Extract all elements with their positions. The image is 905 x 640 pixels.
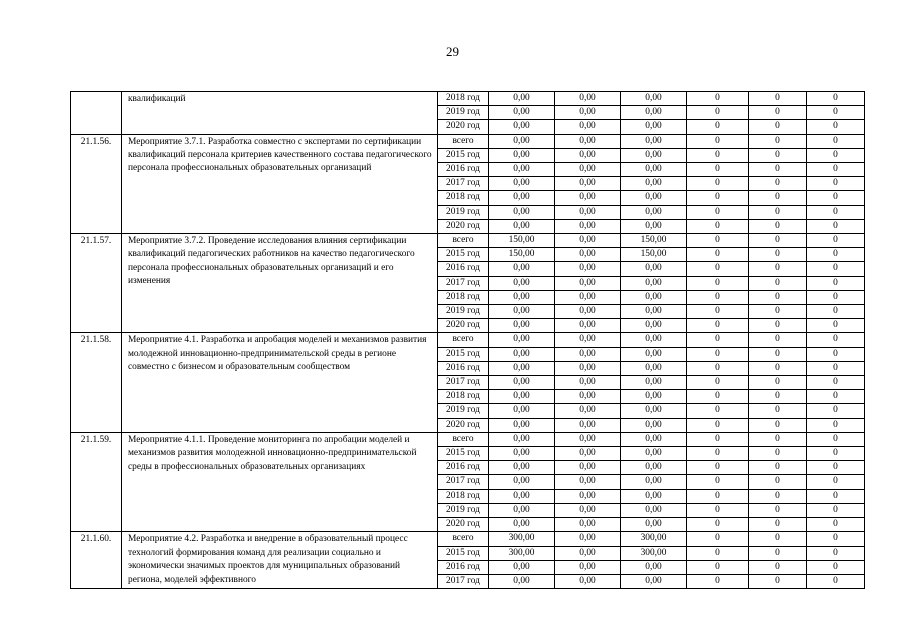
activity-code: 21.1.60. (71, 532, 122, 589)
value-cell: 0,00 (621, 148, 687, 162)
year-cell: 2020 год (438, 518, 489, 532)
value-cell: 0,00 (621, 503, 687, 517)
value-cell: 0 (687, 546, 749, 560)
value-cell: 0 (687, 461, 749, 475)
value-cell: 0 (749, 361, 807, 375)
value-cell: 0 (807, 347, 865, 361)
value-cell: 0,00 (489, 262, 555, 276)
value-cell: 0,00 (621, 361, 687, 375)
value-cell: 0 (687, 574, 749, 588)
value-cell: 0 (749, 290, 807, 304)
activity-description: Мероприятие 4.1. Разработка и апробация моделей и механизмов развития молодежной инновационно-предпринимательской среды в регионе совместно с бизнесом и образовательным сообществом (122, 333, 438, 432)
value-cell: 0 (687, 248, 749, 262)
activity-code: 21.1.58. (71, 333, 122, 432)
year-cell: 2016 год (438, 361, 489, 375)
year-cell: 2015 год (438, 248, 489, 262)
table-row (71, 333, 865, 347)
value-cell: 0 (807, 546, 865, 560)
value-cell: 0,00 (621, 120, 687, 134)
year-cell: 2019 год (438, 305, 489, 319)
value-cell: 0,00 (489, 177, 555, 191)
value-cell: 0,00 (621, 518, 687, 532)
value-cell: 0 (807, 120, 865, 134)
value-cell: 0 (687, 305, 749, 319)
value-cell: 0 (749, 574, 807, 588)
activity-code: 21.1.57. (71, 234, 122, 333)
value-cell: 0,00 (621, 177, 687, 191)
year-cell: 2015 год (438, 148, 489, 162)
value-cell: 0,00 (555, 361, 621, 375)
year-cell: 2015 год (438, 447, 489, 461)
year-cell: 2017 год (438, 475, 489, 489)
value-cell: 0 (687, 475, 749, 489)
value-cell: 0,00 (621, 106, 687, 120)
value-cell: 0 (749, 120, 807, 134)
value-cell: 0 (687, 390, 749, 404)
year-cell: 2017 год (438, 276, 489, 290)
value-cell: 0,00 (555, 574, 621, 588)
year-cell: 2020 год (438, 319, 489, 333)
value-cell: 0,00 (621, 404, 687, 418)
value-cell: 0 (687, 532, 749, 546)
year-cell: 2018 год (438, 191, 489, 205)
year-cell: 2019 год (438, 404, 489, 418)
value-cell: 0,00 (555, 532, 621, 546)
value-cell: 0 (749, 333, 807, 347)
value-cell: 0 (749, 560, 807, 574)
value-cell: 0,00 (621, 489, 687, 503)
value-cell: 0 (749, 376, 807, 390)
value-cell: 0,00 (555, 418, 621, 432)
value-cell: 0,00 (555, 404, 621, 418)
value-cell: 0 (687, 134, 749, 148)
activity-code (71, 92, 122, 135)
value-cell: 300,00 (621, 532, 687, 546)
value-cell: 0,00 (555, 234, 621, 248)
value-cell: 0,00 (621, 418, 687, 432)
value-cell: 0 (807, 418, 865, 432)
value-cell: 0 (749, 163, 807, 177)
value-cell: 0 (749, 432, 807, 446)
value-cell: 0,00 (555, 205, 621, 219)
value-cell: 0,00 (555, 333, 621, 347)
year-cell: 2015 год (438, 546, 489, 560)
year-cell: 2018 год (438, 290, 489, 304)
value-cell: 0,00 (555, 148, 621, 162)
value-cell: 0 (749, 205, 807, 219)
value-cell: 0 (807, 177, 865, 191)
value-cell: 0,00 (621, 376, 687, 390)
value-cell: 0 (687, 148, 749, 162)
value-cell: 0 (687, 560, 749, 574)
value-cell: 0 (807, 163, 865, 177)
value-cell: 300,00 (621, 546, 687, 560)
activity-description: Мероприятие 4.1.1. Проведение мониторинга по апробации моделей и механизмов развития молодежной инновационно-предпринимательской среды в профессиональных образовательных организациях (122, 432, 438, 531)
value-cell: 0,00 (621, 347, 687, 361)
value-cell: 0,00 (489, 191, 555, 205)
value-cell: 0 (749, 219, 807, 233)
value-cell: 0 (749, 177, 807, 191)
page-number: 29 (446, 44, 459, 59)
activity-description: Мероприятие 3.7.1. Разработка совместно с экспертами по сертификации квалификаций персонала критериев качественного состава педагогического персонала профессиональных образовательных организаций (122, 134, 438, 233)
value-cell: 0 (749, 262, 807, 276)
value-cell: 0 (807, 262, 865, 276)
activity-code: 21.1.59. (71, 432, 122, 531)
value-cell: 0,00 (489, 106, 555, 120)
value-cell: 0 (807, 475, 865, 489)
value-cell: 0,00 (621, 219, 687, 233)
value-cell: 0 (807, 560, 865, 574)
value-cell: 0 (687, 120, 749, 134)
value-cell: 0 (807, 432, 865, 446)
year-cell: всего (438, 432, 489, 446)
budget-table (70, 91, 865, 589)
value-cell: 0 (687, 489, 749, 503)
value-cell: 0 (749, 503, 807, 517)
value-cell: 0,00 (489, 404, 555, 418)
value-cell: 0,00 (555, 177, 621, 191)
value-cell: 0,00 (621, 390, 687, 404)
value-cell: 0 (687, 290, 749, 304)
value-cell: 0 (807, 134, 865, 148)
value-cell: 300,00 (489, 532, 555, 546)
value-cell: 0 (749, 347, 807, 361)
value-cell: 0,00 (621, 432, 687, 446)
value-cell: 300,00 (489, 546, 555, 560)
value-cell: 0 (749, 461, 807, 475)
value-cell: 0,00 (555, 347, 621, 361)
value-cell: 0 (687, 404, 749, 418)
value-cell: 0 (687, 432, 749, 446)
year-cell: всего (438, 532, 489, 546)
value-cell: 0,00 (489, 333, 555, 347)
value-cell: 0,00 (489, 120, 555, 134)
value-cell: 0,00 (489, 560, 555, 574)
value-cell: 0 (749, 489, 807, 503)
value-cell: 0 (749, 276, 807, 290)
value-cell: 0 (807, 148, 865, 162)
value-cell: 0 (749, 148, 807, 162)
value-cell: 0,00 (621, 290, 687, 304)
value-cell: 0 (687, 219, 749, 233)
value-cell: 0 (749, 92, 807, 106)
value-cell: 0,00 (489, 390, 555, 404)
activity-description: Мероприятие 3.7.2. Проведение исследования влияния сертификации квалификаций педагогических работников на качество педагогического персонала профессиональных образовательных организаций и его изменения (122, 234, 438, 333)
value-cell: 0,00 (555, 447, 621, 461)
year-cell: 2018 год (438, 489, 489, 503)
value-cell: 0 (749, 248, 807, 262)
year-cell: 2017 год (438, 177, 489, 191)
table-row (71, 234, 865, 248)
value-cell: 0 (807, 234, 865, 248)
year-cell: всего (438, 134, 489, 148)
year-cell: 2018 год (438, 390, 489, 404)
value-cell: 0 (807, 290, 865, 304)
year-cell: 2020 год (438, 219, 489, 233)
value-cell: 150,00 (621, 248, 687, 262)
year-cell: всего (438, 333, 489, 347)
value-cell: 0,00 (621, 262, 687, 276)
year-cell: 2017 год (438, 376, 489, 390)
value-cell: 0 (807, 219, 865, 233)
value-cell: 0 (687, 234, 749, 248)
value-cell: 0 (749, 447, 807, 461)
value-cell: 0,00 (621, 560, 687, 574)
value-cell: 0,00 (621, 447, 687, 461)
value-cell: 0 (749, 191, 807, 205)
value-cell: 0,00 (555, 475, 621, 489)
year-cell: 2016 год (438, 262, 489, 276)
value-cell: 0 (687, 191, 749, 205)
table-row (71, 532, 865, 546)
value-cell: 150,00 (489, 248, 555, 262)
value-cell: 0 (687, 276, 749, 290)
value-cell: 0,00 (489, 475, 555, 489)
activity-code: 21.1.56. (71, 134, 122, 233)
value-cell: 0,00 (489, 290, 555, 304)
value-cell: 0 (687, 361, 749, 375)
value-cell: 0,00 (555, 163, 621, 177)
value-cell: 0,00 (489, 205, 555, 219)
value-cell: 0 (749, 532, 807, 546)
value-cell: 0,00 (489, 134, 555, 148)
value-cell: 0,00 (489, 489, 555, 503)
value-cell: 0,00 (621, 92, 687, 106)
year-cell: 2016 год (438, 163, 489, 177)
value-cell: 0,00 (555, 92, 621, 106)
value-cell: 0,00 (489, 518, 555, 532)
value-cell: 0 (807, 205, 865, 219)
year-cell: 2020 год (438, 120, 489, 134)
year-cell: 2019 год (438, 106, 489, 120)
value-cell: 0,00 (489, 361, 555, 375)
value-cell: 0,00 (555, 390, 621, 404)
value-cell: 0,00 (555, 262, 621, 276)
value-cell: 0,00 (489, 461, 555, 475)
value-cell: 0,00 (489, 347, 555, 361)
value-cell: 0,00 (555, 120, 621, 134)
value-cell: 0 (687, 262, 749, 276)
year-cell: 2016 год (438, 461, 489, 475)
value-cell: 0 (807, 319, 865, 333)
value-cell: 0 (749, 518, 807, 532)
value-cell: 0 (807, 503, 865, 517)
value-cell: 0 (749, 404, 807, 418)
value-cell: 0,00 (489, 276, 555, 290)
value-cell: 0,00 (621, 475, 687, 489)
value-cell: 0,00 (489, 219, 555, 233)
year-cell: 2018 год (438, 92, 489, 106)
value-cell: 0,00 (555, 432, 621, 446)
value-cell: 0 (749, 418, 807, 432)
value-cell: 150,00 (489, 234, 555, 248)
value-cell: 0,00 (621, 205, 687, 219)
value-cell: 0,00 (555, 560, 621, 574)
value-cell: 0,00 (489, 432, 555, 446)
activity-description: квалификаций (122, 92, 438, 135)
value-cell: 0,00 (555, 191, 621, 205)
value-cell: 0,00 (489, 305, 555, 319)
value-cell: 0 (749, 546, 807, 560)
value-cell: 0,00 (489, 447, 555, 461)
value-cell: 0,00 (489, 503, 555, 517)
value-cell: 0,00 (489, 163, 555, 177)
value-cell: 150,00 (621, 234, 687, 248)
table-row (71, 134, 865, 148)
activity-description: Мероприятие 4.2. Разработка и внедрение в образовательный процесс технологий формирования команд для реализации социально и экономически значимых проектов для муниципальных образований региона, моделей эффективного (122, 532, 438, 589)
value-cell: 0,00 (489, 418, 555, 432)
value-cell: 0,00 (489, 92, 555, 106)
value-cell: 0,00 (555, 489, 621, 503)
value-cell: 0 (687, 106, 749, 120)
value-cell: 0 (687, 447, 749, 461)
value-cell: 0 (687, 163, 749, 177)
value-cell: 0 (807, 461, 865, 475)
value-cell: 0 (807, 248, 865, 262)
value-cell: 0 (807, 333, 865, 347)
value-cell: 0 (749, 475, 807, 489)
year-cell: 2019 год (438, 503, 489, 517)
value-cell: 0,00 (555, 305, 621, 319)
value-cell: 0,00 (555, 376, 621, 390)
value-cell: 0 (807, 404, 865, 418)
value-cell: 0,00 (489, 148, 555, 162)
value-cell: 0,00 (555, 106, 621, 120)
value-cell: 0 (807, 92, 865, 106)
value-cell: 0,00 (555, 219, 621, 233)
value-cell: 0 (749, 305, 807, 319)
value-cell: 0 (807, 106, 865, 120)
value-cell: 0 (687, 205, 749, 219)
year-cell: всего (438, 234, 489, 248)
value-cell: 0 (807, 390, 865, 404)
value-cell: 0 (807, 532, 865, 546)
value-cell: 0 (687, 92, 749, 106)
value-cell: 0,00 (621, 333, 687, 347)
value-cell: 0 (687, 503, 749, 517)
value-cell: 0 (749, 106, 807, 120)
value-cell: 0,00 (621, 461, 687, 475)
value-cell: 0 (807, 447, 865, 461)
value-cell: 0 (749, 390, 807, 404)
year-cell: 2017 год (438, 574, 489, 588)
table-row (71, 432, 865, 446)
value-cell: 0 (687, 333, 749, 347)
value-cell: 0,00 (555, 546, 621, 560)
year-cell: 2019 год (438, 205, 489, 219)
year-cell: 2015 год (438, 347, 489, 361)
value-cell: 0 (687, 177, 749, 191)
value-cell: 0 (807, 574, 865, 588)
value-cell: 0,00 (555, 276, 621, 290)
value-cell: 0 (807, 489, 865, 503)
value-cell: 0,00 (555, 290, 621, 304)
year-cell: 2016 год (438, 560, 489, 574)
year-cell: 2020 год (438, 418, 489, 432)
value-cell: 0 (749, 319, 807, 333)
value-cell: 0,00 (489, 376, 555, 390)
value-cell: 0 (749, 234, 807, 248)
value-cell: 0 (807, 361, 865, 375)
value-cell: 0 (807, 518, 865, 532)
value-cell: 0 (687, 319, 749, 333)
value-cell: 0 (687, 418, 749, 432)
value-cell: 0,00 (621, 305, 687, 319)
table-row (71, 92, 865, 106)
value-cell: 0,00 (621, 319, 687, 333)
value-cell: 0,00 (489, 574, 555, 588)
value-cell: 0 (807, 276, 865, 290)
value-cell: 0,00 (555, 248, 621, 262)
value-cell: 0,00 (621, 276, 687, 290)
value-cell: 0 (749, 134, 807, 148)
value-cell: 0 (687, 347, 749, 361)
value-cell: 0,00 (555, 518, 621, 532)
value-cell: 0,00 (555, 503, 621, 517)
value-cell: 0,00 (555, 134, 621, 148)
value-cell: 0 (687, 518, 749, 532)
value-cell: 0 (807, 376, 865, 390)
value-cell: 0,00 (555, 461, 621, 475)
value-cell: 0,00 (621, 574, 687, 588)
value-cell: 0 (807, 305, 865, 319)
value-cell: 0,00 (621, 134, 687, 148)
value-cell: 0,00 (621, 191, 687, 205)
value-cell: 0 (687, 376, 749, 390)
value-cell: 0,00 (621, 163, 687, 177)
value-cell: 0 (807, 191, 865, 205)
value-cell: 0,00 (555, 319, 621, 333)
value-cell: 0,00 (489, 319, 555, 333)
